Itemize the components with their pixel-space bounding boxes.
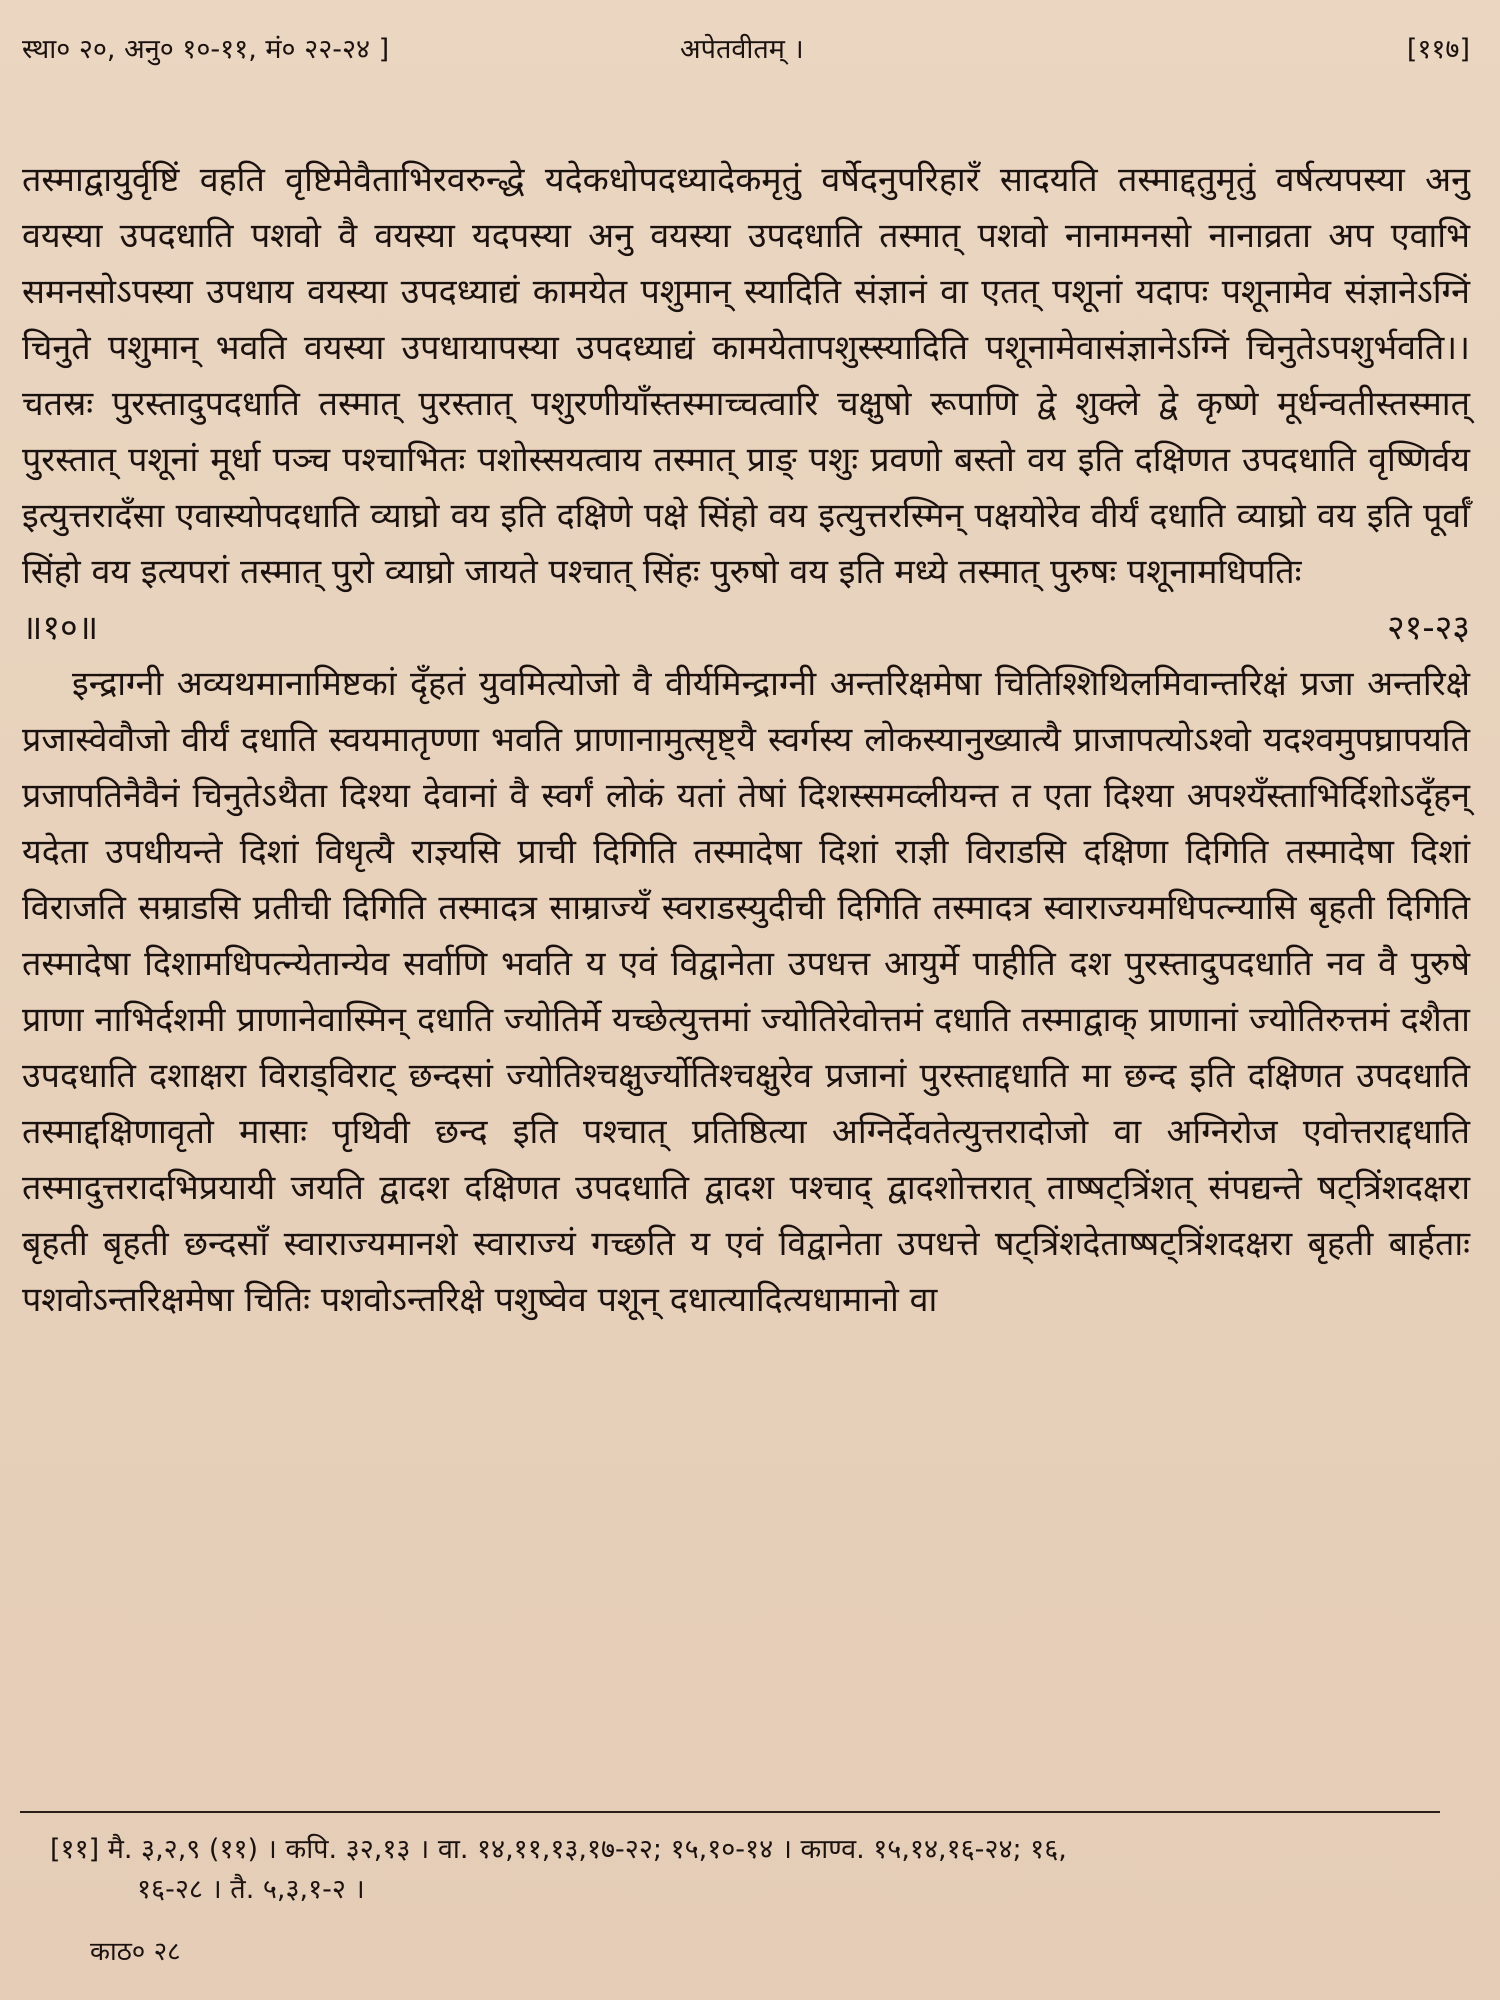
header-title: अपेतवीतम् ।: [680, 34, 804, 65]
signature-mark: काठ० २८: [90, 1937, 181, 1967]
paragraph-1: तस्माद्वायुर्वृष्टिं वहति वृष्टिमेवैताभिरवरुन्द्धे यदेकधोपदध्यादेकमृतुं वर्षेदनुपरिहारँ सादयति तस्माद्दतुमृतुं वर्षत्यपस्या अनु वयस्या उपदधाति पशवो वै वयस्या यदपस्या अनु वयस्या उपदधाति तस्मात् पशवो नानामनसो नानाव्रता अप एवाभि समनसोऽपस्या उपधाय वयस्या उपदध्याद्यं कामयेत पशुमान् स्यादिति संज्ञानं वा एतत् पशूनां यदापः पशूनामेव संज्ञानेऽग्निं चिनुते पशुमान् भवति वयस्या उपधायापस्या उपदध्याद्यं कामयेतापशुस्स्यादिति पशूनामेवासंज्ञानेऽग्निं चिनुतेऽपशुर्भवति।। चतस्रः पुरस्तादुपदधाति तस्मात् पुरस्तात् पशुरणीयाँस्तस्माच्चत्वारि चक्षुषो रूपाणि द्वे शुक्ले द्वे कृष्णे मूर्धन्वतीस्तस्मात् पुरस्तात् पशूनां मूर्धा पञ्च पश्चाभितः पशोस्सयत्वाय तस्मात् प्राङ् पशुः प्रवणो बस्तो वय इति दक्षिणत उपदधाति वृष्णिर्वय इत्युत्तरादँसा एवास्योपदधाति व्याघ्रो वय इति दक्षिणे पक्षे सिंहो वय इत्युत्तरस्मिन् पक्षयोरेव वीर्यं दधाति व्याघ्रो वय इति पूर्वाँ सिंहो वय इत्यपरां तस्मात् पुरो व्याघ्रो जायते पश्चात् सिंहः पुरुषो वय इति मध्ये तस्मात् पुरुषः पशूनामधिपतिः: [22, 160, 1470, 592]
footnote-line-1: [११] मै. ३,२,९ (११) । कपि. ३२,१३ । वा. १४,११,१३,१७-२२; १५,१०-१४ । काण्व. १५,१४,१६-२४; १६,: [50, 1834, 1067, 1865]
verse-range: २१-२३: [1387, 608, 1470, 648]
page-number: [११७]: [1406, 34, 1470, 65]
section-marker: ॥१०॥: [22, 608, 99, 648]
paragraph-2: इन्द्राग्नी अव्यथमानामिष्टकां दृँहतं युवमित्योजो वै वीर्यमिन्द्राग्नी अन्तरिक्षमेषा चितिश्शिथिलमिवान्तरिक्षं प्रजा अन्तरिक्षे प्रजास्वेवौजो वीर्यं दधाति स्वयमातृण्णा भवति प्राणानामुत्सृष्ट्यै स्वर्गस्य लोकस्यानुख्यात्यै प्राजापत्योऽश्वो यदश्वमुपघ्रापयति प्रजापतिनैवैनं चिनुतेऽथैता दिश्या देवानां वै स्वर्गं लोकं यतां तेषां दिशस्समव्लीयन्त त एता दिश्या अपश्यँस्ताभिर्दिशोऽदृँहन् यदेता उपधीयन्ते दिशां विधृत्यै राज्ञ्यसि प्राची दिगिति तस्मादेषा दिशां राज्ञी विराडसि दक्षिणा दिगिति तस्मादेषा दिशां विराजति सम्राडसि प्रतीची दिगिति तस्मादत्र साम्राज्यँ स्वराडस्युदीची दिगिति तस्मादत्र स्वाराज्यमधिपत्न्यासि बृहती दिगिति तस्मादेषा दिशामधिपत्न्येतान्येव सर्वाणि भवति य एवं विद्वानेता उपधत्त आयुर्मे पाहीति दश पुरस्तादुपदधाति नव वै पुरुषे प्राणा नाभिर्दशमी प्राणानेवास्मिन् दधाति ज्योतिर्मे यच्छेत्युत्तमां ज्योतिरेवोत्तमं दधाति तस्माद्वाक् प्राणानां ज्योतिरुत्तमं दशैता उपदधाति दशाक्षरा विराड्विराट् छन्दसां ज्योतिश्चक्षुर्ज्योतिश्चक्षुरेव प्रजानां पुरस्ताद्दधाति मा छन्द इति दक्षिणत उपदधाति तस्माद्दक्षिणावृतो मासाः पृथिवी छन्द इति पश्चात् प्रतिष्ठित्या अग्निर्देवतेत्युत्तरादोजो वा अग्निरोज एवोत्तराद्दधाति तस्मादुत्तरादभिप्रयायी जयति द्वादश दक्षिणत उपदधाति द्वादश पश्चाद् द्वादशोत्तरात् ताष्षट्त्रिंशत् संपद्यन्ते षट्त्रिंशदक्षरा बृहती बृहती छन्दसाँ स्वाराज्यमानशे स्वाराज्यं गच्छति य एवं विद्वानेता उपधत्ते षट्त्रिंशदेताष्षट्त्रिंशदक्षरा बृहती बार्हताः पशवोऽन्तरिक्षमेषा चितिः पशवोऽन्तरिक्षे पशुष्वेव पशून् दधात्यादित्यधामानो वा: [22, 664, 1470, 1320]
header-reference: स्था० २०, अनु० १०-११, मं० २२-२४ ]: [22, 34, 390, 65]
footnote-line-2: १६-२८ । तै. ५,३,१-२ ।: [137, 1874, 365, 1905]
section-end-line: [22, 600, 1470, 656]
footnote-divider: [20, 1811, 1440, 1813]
main-text: [22, 152, 1470, 1328]
footnote: [50, 1830, 1450, 1910]
running-header: [22, 30, 1470, 90]
